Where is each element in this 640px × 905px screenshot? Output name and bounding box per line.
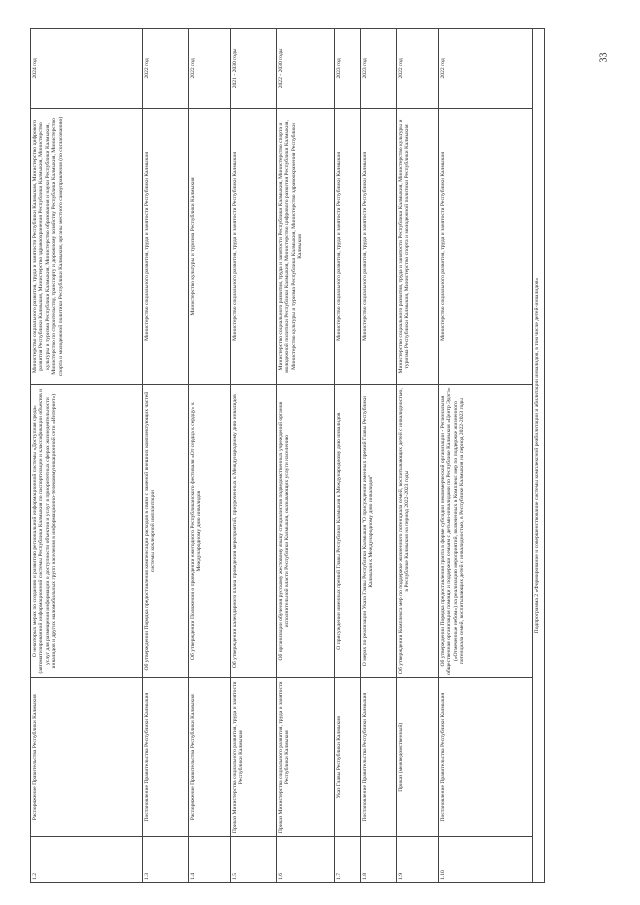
table-row [361,29,397,883]
rotated-table-container [30,28,555,883]
subprogram-row [533,29,545,883]
executor: Министерство социального развития, труда и занятости Республики Калмыкия [231,108,277,385]
document-name: Об утверждении Порядка предоставления компенсации расходов в связи с заменой внешних комплектующих частей системы кохлеарной имплантации [143,385,189,678]
table-row [231,29,277,883]
term: 2023 год [361,29,397,109]
row-number: 1.5 [231,837,277,883]
executor: Министерство социального развития, труда и занятости Республики Калмыкия [143,108,189,385]
document-name: О присуждении именных премий Главы Республики Калмыкия к Международному дню инвалидов [335,385,361,678]
executor: Министерство социального развития, труда и занятости Республики Калмыкия [335,108,361,385]
document-name: Об утверждении Положения о проведении ежегодного Республиканского фестиваля «От сердца к сердцу» к Международному дню инвалидов [189,385,231,678]
row-number: 1.8 [361,837,397,883]
document-name: О некоторых мерах по созданию и развитию региональной информационной системы «Доступная среда» (автоматизированной информационной системы Республики Калмыкия по паспортизации и классификации объектов и услуг для размещения информации о доступности объектов и услуг в приоритетных сферах жизнедеятельности инвалидов и других маломобильных групп населения в информационно-телекоммуникационной сети «Интернет») [31,385,143,678]
document-type: Распоряжение Правительства Республики Калмыкия [31,678,143,837]
document-type: Постановление Правительства Республики Калмыкия [143,678,189,837]
executor: Министерство культуры и туризма Республики Калмыкия [189,108,231,385]
table-row [31,29,143,883]
table-row [397,29,439,883]
term: 2022 год [439,29,533,109]
term: 2024 год [31,29,143,109]
document-name: О мерах по реализации Указа Главы Республики Калмыкия "О присуждении именных премий Главы Республики Калмыкия к Международному дню инвалидов" [361,385,397,678]
term: 2022 год [189,29,231,109]
document-type: Приказ Министерства социального развития, труда и занятости Республики Калмыкия [277,678,335,837]
document-name: Об утверждении Комплекса мер по поддержке жизненного потенциала семей, воспитывающих детей с инвалидностью, в Республике Калмыкия на период 2022-2023 годы [397,385,439,678]
document-name: Об организации обучения русскому жестовому языку специалистов подведомственных учреждений органов исполнительной власти Республики Калмыкия, оказывающих услуги населению [277,385,335,678]
executor: Министерство социального развития, труда и занятости Республики Калмыкия [361,108,397,385]
term: 2022 год [397,29,439,109]
executor: Министерство социального развития, труда и занятости Республики Калмыкия, Министерство цифрового развития Республики Калмыкия, Министерство здравоохранения Республики Калмыкия, Министерство культуры и туризма Республики Калмыкия, Министерство образования и науки Республики Калмыкия, Министерство по строительству, транспорту и дорожному хозяйству Республики Калмыкия, Министерство спорта и молодежной политики Республики Калмыкия, органы местного самоуправления (по согласованию) [31,108,143,385]
document-name: Об утверждении Порядка предоставления гранта в форме субсидии некоммерческой организации - Региональная общественная организация помощи и поддержки семьям с детьми-инвалидами по Республике Калмыкия «Центр Эдэгэ» («Отмеченные небом») на реализацию мероприятий, включенных в Комплекс мер по поддержке жизненного потенциала семей, воспитывающих детей с инвалидностью, в Республике Калмыкия на период 2022-2023 годы [439,385,533,678]
executor: Министерство социального развития, труда и занятости Республики Калмыкия, Министерство культуры и туризма Республики Калмыкия, Министерство спорта и молодежной политики Республики Калмыкия [397,108,439,385]
document-type: Постановление Правительства Республики Калмыкия [361,678,397,837]
document-type: Постановление Правительства Республики Калмыкия [439,678,533,837]
document-name: Об утверждении календарного плана проведения мероприятий, приуроченных к Международному дню инвалидов [231,385,277,678]
term: 2022 год [143,29,189,109]
table-row [189,29,231,883]
row-number: 1.6 [277,837,335,883]
measures-table [30,28,545,883]
term: 2022 - 2030 годы [277,29,335,109]
term: 2021 - 2030 годы [231,29,277,109]
document-type: Приказ (межведомственный) [397,678,439,837]
row-number: 1.4 [189,837,231,883]
row-number: 1.7 [335,837,361,883]
table-row [277,29,335,883]
table-row [143,29,189,883]
term: 2023 год [335,29,361,109]
row-number: 1.9 [397,837,439,883]
document-type: Распоряжение Правительства Республики Калмыкия [189,678,231,837]
table-row [439,29,533,883]
row-number: 1.3 [143,837,189,883]
table-row [335,29,361,883]
row-number: 1.10 [439,837,533,883]
executor: Министерство социального развития, труда и занятости Республики Калмыкия, Министерство спорта и молодежной политики Республики Калмыкия, Министерство цифрового развития Республики Калмыкия, Министерство культуры и туризма Республики Калмыкия, Министерство здравоохранения Республики Калмыкия [277,108,335,385]
document-type: Указ Главы Республики Калмыкия [335,678,361,837]
document-type: Приказ Министерства социального развития, труда и занятости Республики Калмыкия [231,678,277,837]
executor: Министерство социального развития, труда и занятости Республики Калмыкия [439,108,533,385]
page-number: 33 [598,52,610,63]
subprogram-title: Подпрограмма 2 «Формирование и совершенствование системы комплексной реабилитации и абилитации инвалидов, в том числе детей-инвалидов» [533,29,545,883]
row-number: 1.2 [31,837,143,883]
